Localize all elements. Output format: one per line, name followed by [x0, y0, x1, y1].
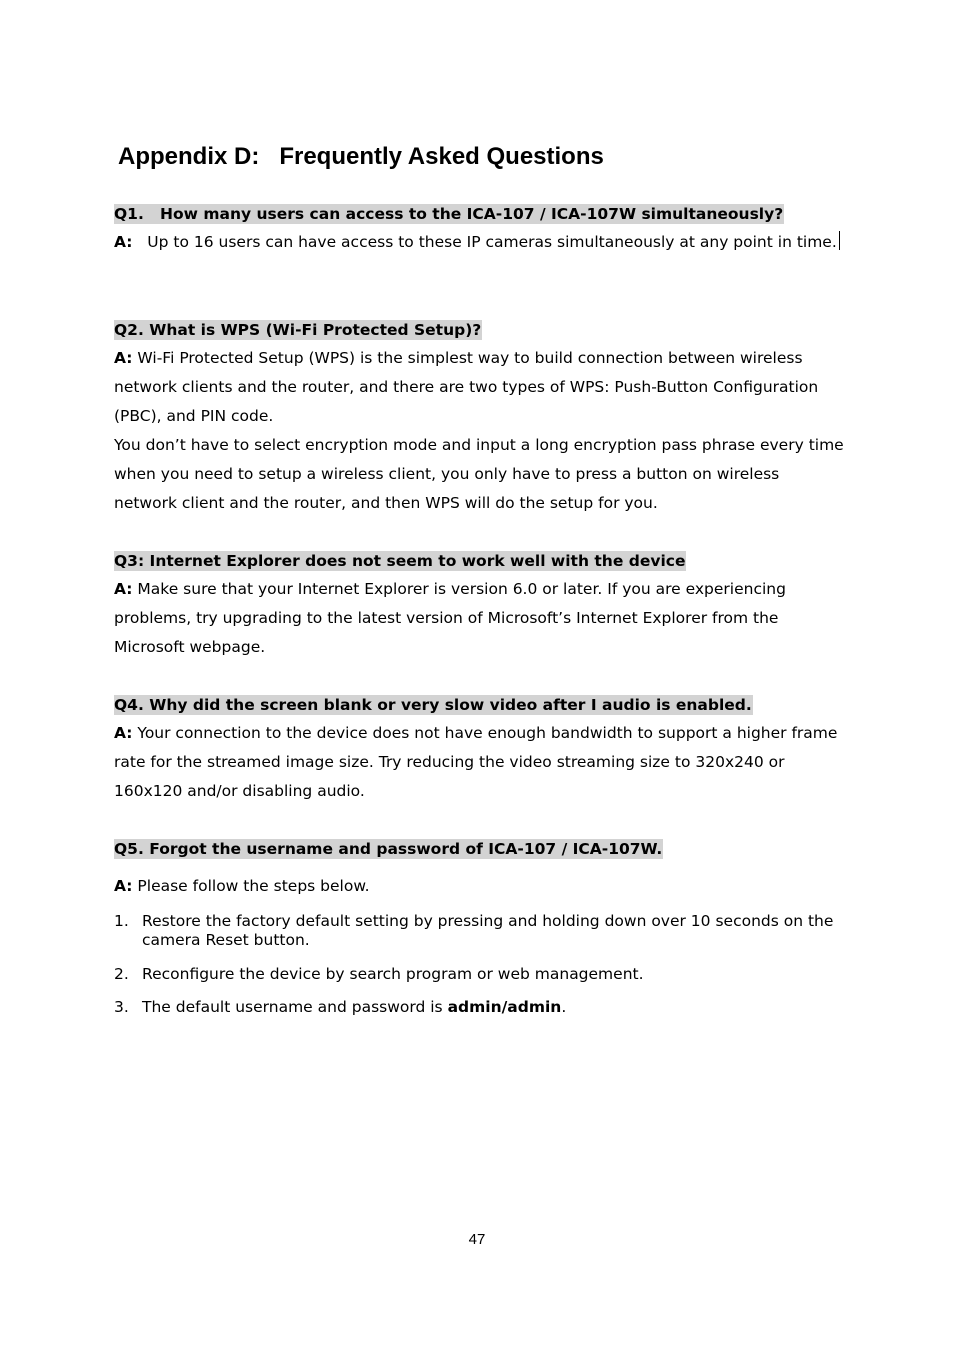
answer-text: Your connection to the device does not have enough bandwidth to support a higher frame rate for the streamed image size. Try reducing the video streaming size to 320x240 or 160x120 and/or disabling audio.: [114, 724, 838, 800]
answer-text: Please follow the steps below.: [132, 877, 370, 895]
list-text-after: .: [561, 998, 567, 1016]
question-1: Q1. How many users can access to the ICA-107 / ICA-107W simultaneously?: [114, 205, 784, 223]
answer-text: Up to 16 users can have access to these IP cameras simultaneously at any point in time.: [132, 233, 837, 251]
list-number: 1.: [114, 912, 129, 930]
list-text: Reconfigure the device by search program or web management.: [142, 965, 644, 983]
answer-4: [114, 719, 844, 806]
question-3: Q3: Internet Explorer does not seem to work well with the device: [114, 552, 686, 570]
list-number: 3.: [114, 998, 129, 1016]
answer-5: [114, 872, 844, 901]
page-title: Appendix D: Frequently Asked Questions: [118, 143, 604, 170]
answer-text: Make sure that your Internet Explorer is version 6.0 or later. If you are experiencing problems, try upgrading to the latest version of Microsoft’s Internet Explorer from the Microsoft webpage.: [114, 580, 786, 656]
answer-text: Wi-Fi Protected Setup (WPS) is the simplest way to build connection between wireless network clients and the router, and there are two types of WPS: Push-Button Configuration (PBC), and PIN code.: [114, 349, 819, 425]
answer-label: A:: [114, 233, 133, 251]
list-text-before: The default username and password is: [142, 998, 448, 1016]
page-number: 47: [468, 1231, 486, 1248]
list-text: [142, 998, 842, 1017]
question-2: Q2. What is WPS (Wi-Fi Protected Setup)?: [114, 321, 482, 339]
answer-label: A:: [114, 349, 133, 367]
list-number: 2.: [114, 965, 129, 983]
default-credentials: admin/admin: [447, 998, 562, 1016]
answer-text-continued: You don’t have to select encryption mode and input a long encryption pass phrase every time when you need to setup a wireless client, you only have to press a button on wireless network client and the router, and then WPS will do the setup for you.: [114, 436, 844, 512]
answer-3: [114, 575, 844, 662]
question-5: Q5. Forgot the username and password of ICA-107 / ICA-107W.: [114, 840, 663, 858]
answer-2: [114, 344, 844, 518]
list-text: Restore the factory default setting by pressing and holding down over 10 seconds on the camera Reset button.: [142, 912, 834, 949]
answer-label: A:: [114, 877, 133, 895]
question-4: Q4. Why did the screen blank or very slow video after I audio is enabled.: [114, 696, 752, 714]
answer-1: [114, 228, 844, 257]
text-cursor: [839, 231, 840, 250]
answer-label: A:: [114, 724, 133, 742]
answer-label: A:: [114, 580, 133, 598]
